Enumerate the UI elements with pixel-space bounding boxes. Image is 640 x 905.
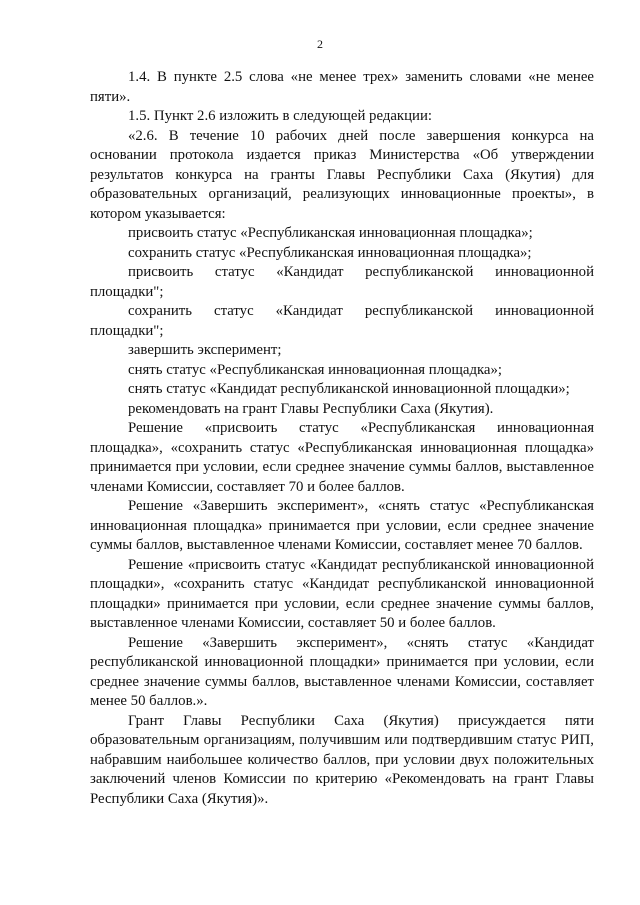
document-body — [90, 68, 594, 809]
list-item: сохранить статус «Республиканская инновационная площадка»; — [128, 244, 532, 261]
decision-paragraph: Решение «Завершить эксперимент», «снять статус «Кандидат республиканской инновационной площадки» принимается при условии, если среднее значение суммы баллов, выставленное членами Комиссии, составляет менее 50 баллов.». — [90, 634, 594, 709]
list-item: сохранить статус «Кандидат республиканской инновационной площадки"; — [90, 303, 594, 339]
list-item: присвоить статус «Кандидат республиканской инновационной площадки"; — [90, 264, 594, 300]
list-item: рекомендовать на грант Главы Республики Саха (Якутия). — [128, 400, 494, 417]
paragraph-2-6: «2.6. В течение 10 рабочих дней после завершения конкурса на основании протокола издается приказ Министерства «Об утверждении результатов конкурса на гранты Главы Республики Саха (Якутия) для образовательных организаций, реализующих инновационные проекты», в котором указывается: — [90, 127, 594, 222]
decision-paragraph: Решение «присвоить статус «Кандидат республиканской инновационной площадки», «сохранить статус «Кандидат республиканской инновационной площадки» принимается при условии, если среднее значение суммы баллов, выставленное членами Комиссии, составляет 50 и более баллов. — [90, 556, 594, 631]
paragraph-1-5: 1.5. Пункт 2.6 изложить в следующей редакции: — [128, 108, 432, 124]
list-item: присвоить статус «Республиканская инновационная площадка»; — [128, 225, 533, 241]
list-item: снять статус «Республиканская инновационная площадка»; — [128, 361, 503, 378]
grant-paragraph: Грант Главы Республики Саха (Якутия) присуждается пяти образовательным организациям, получившим или подтвердившим статус РИП, набравшим наибольшее количество баллов, при условии двух положительных заключений членов Комиссии по критерию «Рекомендовать на грант Главы Республики Саха (Якутия)». — [90, 712, 594, 807]
decision-paragraph: Решение «присвоить статус «Республиканская инновационная площадка», «сохранить статус «Республиканская инновационная площадка» принимается при условии, если среднее значение суммы баллов, выставленное членами Комиссии, составляет 70 и более баллов. — [90, 420, 594, 495]
list-item: снять статус «Кандидат республиканской инновационной площадки»; — [128, 381, 570, 397]
paragraph-1-4: 1.4. В пункте 2.5 слова «не менее трех» заменить словами «не менее пяти». — [90, 69, 594, 105]
list-item: завершить эксперимент; — [128, 342, 282, 358]
decision-paragraph: Решение «Завершить эксперимент», «снять статус «Республиканская инновационная площадка» принимается при условии, если среднее значение суммы баллов, выставленное членами Комиссии, составляет менее 70 баллов. — [90, 498, 594, 553]
page-number: 2 — [317, 37, 323, 51]
